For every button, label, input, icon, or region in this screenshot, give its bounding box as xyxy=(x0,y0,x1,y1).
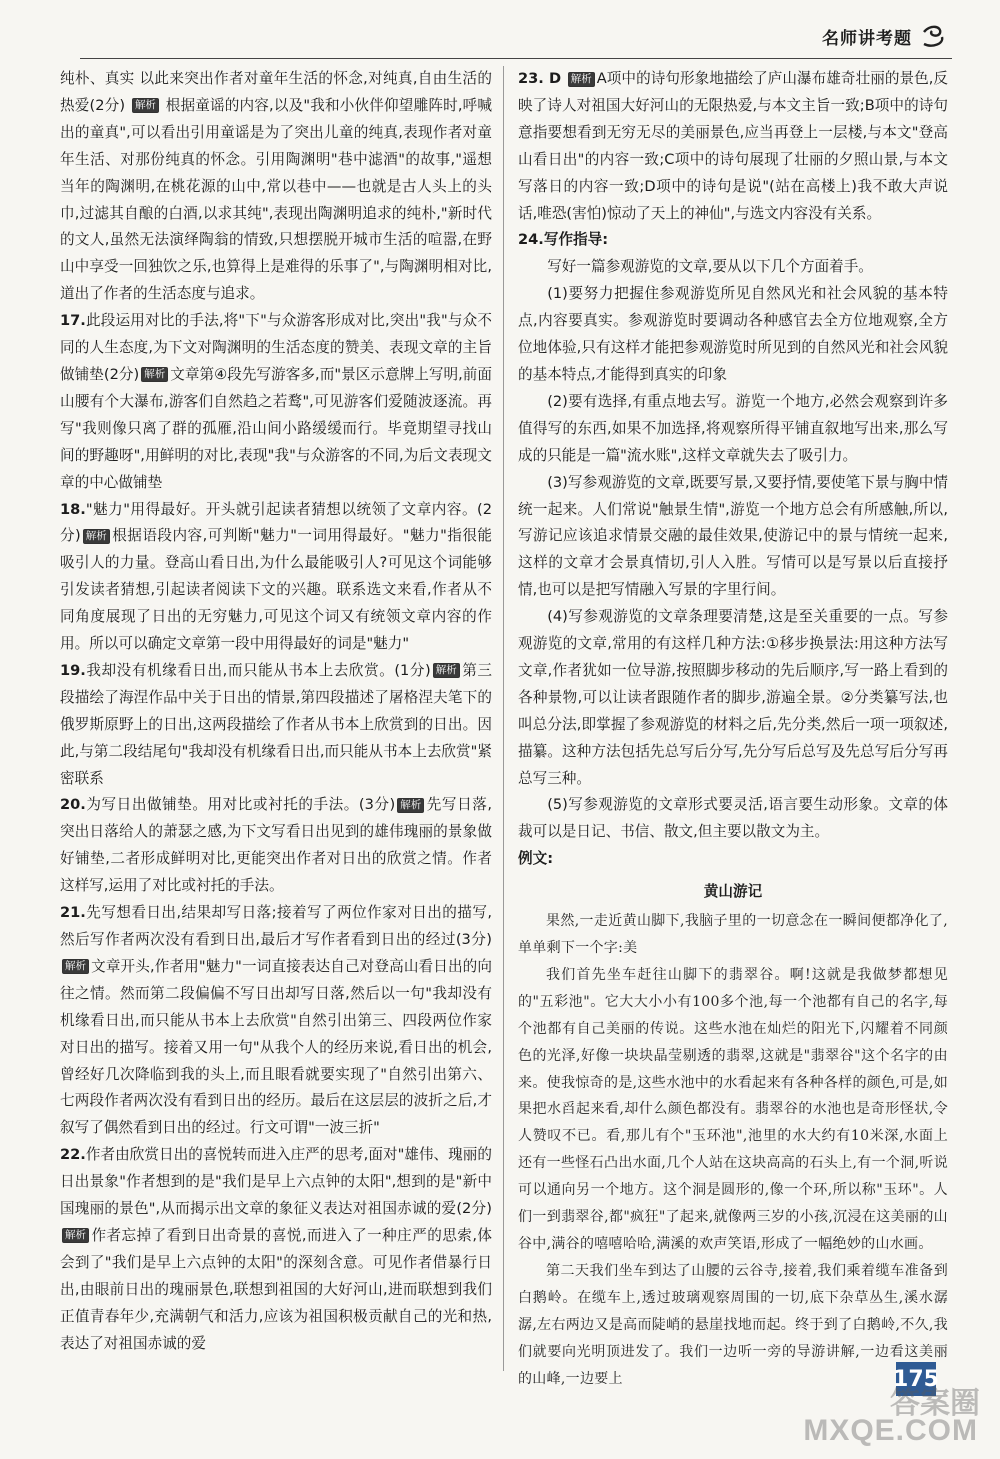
writing-guide-point: (3)写参观游览的文章,既要写景,又要抒情,要使笔下景与胸中情统一起来。人们常说"触景生情",游览一个地方总会有所感触,所以,写游记应该追求情景交融的最佳效果,使游记中的景与情统一起来,这样的文章才会景真情切,引人入胜。写情可以是写景以后直接抒情,也可以是把写情融入写景的字里行间。 xyxy=(518,473,948,599)
header-title: 名师讲考题 xyxy=(822,28,912,49)
answer-continuation xyxy=(60,66,492,308)
analysis-tag: 解析 xyxy=(62,959,89,974)
answer-text: "魅力"用得最好。开头就引起读者猜想以统领了文章内容。(2分) xyxy=(60,500,492,545)
left-column xyxy=(60,66,492,1358)
answer-number: 17. xyxy=(60,312,86,330)
watermark-logo: 答案圈 xyxy=(890,1387,980,1420)
answer-20 xyxy=(60,792,492,900)
analysis-text: 作者忘掉了看到日出奇景的喜悦,而进入了一种庄严的思索,体会到了"我们是早上六点钟的太阳"的深刻含意。可见作者借暴行日出,由眼前日出的瑰丽景色,联想到祖国的大好河山,进而联想到我们正值青春年少,充满朝气和活力,应该为祖国积极贡献自己的光和热,表达了对祖国赤诚的爱 xyxy=(60,1226,492,1352)
answer-number: 18. xyxy=(60,500,86,518)
analysis-text: 文章第④段先写游客多,而"景区示意牌上写明,前面山腰有个大瀑布,游客们自然趋之若鹜",可见游客们爱随波逐流。再写"我则像只离了群的孤雁,沿山间小路缓缓而行。毕竟期望寻找山间的野趣呀",用鲜明的对比,表现"我"与众游客的不同,为后文表现文章的中心做铺垫 xyxy=(60,365,492,491)
answer-number: 20. xyxy=(60,796,86,814)
page-header xyxy=(822,18,948,54)
answer-number: 22. xyxy=(60,1146,86,1164)
writing-guide-intro: 写好一篇参观游览的文章,要从以下几个方面着手。 xyxy=(547,258,873,276)
analysis-text: 第三段描绘了海涅作品中关于日出的情景,第四段描述了屠格涅夫笔下的俄罗斯原野上的日出,这两段描绘了作者从书本上欣赏到的日出。因此,与第二段结尾句"我却没有机缘看日出,而只能从书本上去欣赏"紧密联系 xyxy=(60,661,492,787)
column-divider xyxy=(503,66,504,1371)
answer-18 xyxy=(60,497,492,658)
answer-17 xyxy=(60,308,492,496)
essay-paragraph: 我们首先坐车赶往山脚下的翡翠谷。啊!这就是我做梦都想见的"五彩池"。它大大小小有100多个池,每一个池都有自己的名字,每个池都有自己美丽的传说。这些水池在灿烂的阳光下,闪耀着不同颜色的光泽,好像一块块晶莹剔透的翡翠,这就是"翡翠谷"这个名字的由来。使我惊奇的是,这些水池中的水看起来有各种各样的颜色,可是,如果把水舀起来看,却什么颜色都没有。翡翠谷的水池也是奇形怪状,令人赞叹不已。看,那儿有个"玉环池",池里的水大约有10米深,水面上还有一些怪石凸出水面,几个人站在这块高高的石头上,有一个洞,听说可以通向另一个地方。这个洞是圆形的,像一个环,所以称"玉环"。人们一到翡翠谷,都"疯狂"了起来,就像两三岁的小孩,沉浸在这美丽的山谷中,满谷的嘻嘻哈哈,满溪的欢声笑语,形成了一幅绝妙的山水画。 xyxy=(518,966,948,1252)
analysis-text: 文章开头,作者用"魅力"一词直接表达自己对登高山看日出的向往之情。然而第二段偏偏不写日出却写日落,然后以一句"我却没有机缘看日出,而只能从书本上去欣赏"自然引出第三、四段两位作家对日出的描写。接着又用一句"从我个人的经历来说,看日出的机会,曾经好几次降临到我的头上,而且眼看就要实现了"自然引出第六、七两段作者两次没有看到日出的经历。最后在这层层的波折之后,才叙写了偶然看到日出的经过。行文可谓"一波三折" xyxy=(60,957,492,1137)
analysis-text: 先写日落,突出日落给人的萧瑟之感,为下文写看日出见到的雄伟瑰丽的景象做好铺垫,二者形成鲜明对比,更能突出作者对日出的欣赏之情。作者这样写,运用了对比或衬托的手法。 xyxy=(60,796,492,895)
header-rule xyxy=(80,58,952,59)
page-number: 175 xyxy=(896,1362,936,1396)
answer-text: 此段运用对比的手法,将"下"与众游客形成对比,突出"我"与众不同的人生态度,为下文对陶渊明的生活态度的赞美、表现文章的主旨做铺垫(2分) xyxy=(60,312,492,383)
watermark-url: MXQE.COM xyxy=(803,1414,978,1447)
analysis-text: A项中的诗句形象地描绘了庐山瀑布雄奇壮丽的景色,反映了诗人对祖国大好河山的无限热爱,与本文主旨一致;B项中的诗句意指要想看到无穷无尽的美丽景色,应当再登上一层楼,与本文"登高山看日出"的内容一致;C项中的诗句展现了壮丽的夕照山景,与本文写落日的内容一致;D项中的诗句是说"(站在高楼上)我不敢大声说话,唯恐(害怕)惊动了天上的神仙",与选文内容没有关系。 xyxy=(518,70,948,222)
answer-21 xyxy=(60,900,492,1142)
answer-number: 19. xyxy=(60,661,86,679)
answer-text: 作者由欣赏日出的喜悦转而进入庄严的思考,面对"雄伟、瑰丽的日出景象"作者想到的是"我们是早上六点钟的太阳",想到的是"新中国瑰丽的景色",从而揭示出文章的象征义表达对祖国赤诚的爱(2分) xyxy=(60,1146,492,1218)
answer-22 xyxy=(60,1142,492,1357)
writing-guide-heading: 24.写作指导: xyxy=(518,231,609,249)
answer-text: 先写想看日出,结果却写日落;接着写了两位作家对日出的描写,然后写作者两次没有看到日出,最后才写作者看到日出的经过(3分) xyxy=(60,904,492,948)
writing-guide-point: (4)写参观游览的文章条理要清楚,这是至关重要的一点。写参观游览的文章,常用的有这样几种方法:①移步换景法:用这种方法写文章,作者犹如一位导游,按照脚步移动的先后顺序,写一路上看到的各种景物,可以让读者跟随作者的脚步,游遍全景。②分类纂写法,也叫总分法,即掌握了参观游览的材料之后,先分类,然后一项一项叙述,描纂。这种方法包括先总写后分写,先分写后总写及先总写后分写再总写三种。 xyxy=(518,608,948,787)
answer-23 xyxy=(518,66,948,227)
analysis-tag: 解析 xyxy=(433,663,460,678)
analysis-tag: 解析 xyxy=(141,367,168,382)
answer-text: 为写日出做铺垫。用对比或衬托的手法。(3分) xyxy=(85,796,396,814)
writing-guide-point: (1)要努力把握住参观游览所见自然风光和社会风貌的基本特点,内容要真实。参观游览时要调动各种感官去全方位地观察,全方位地体验,只有这样才能把参观游览时所见到的自然风光和社会风貌的基本特点,才能得到真实的印象 xyxy=(518,285,948,383)
right-column xyxy=(518,66,948,1392)
answer-number: 23. D xyxy=(518,70,562,87)
writing-guide-point: (2)要有选择,有重点地去写。游览一个地方,必然会观察到许多值得写的东西,如果不加选择,将观察所得平铺直叙地写出来,那么写成的只能是一篇"流水账",这样文章就失去了吸引力。 xyxy=(518,392,948,464)
answer-text: 我却没有机缘看日出,而只能从书本上去欣赏。(1分) xyxy=(85,661,431,679)
analysis-text: 根据童谣的内容,以及"我和小伙伴仰望雕阵时,呼喊出的童真",可以看出引用童谣是为了突出儿童的纯真,表现作者对童年生活、对那份纯真的怀念。引用陶渊明"巷中滤酒"的故事,"遥想当年的陶渊明,在桃花源的山中,常以巷中——也就是古人头上的头巾,过滤其自酿的白酒,以求其纯",表现出陶渊明追求的纯朴,"新时代的文人,虽然无法演绎陶翁的情致,只想摆脱开城市生活的喧嚣,在野山中享受一回独饮之乐,也算得上是难得的乐事了",与陶渊明相对比,道出了作者的生活态度与追求。 xyxy=(60,96,493,303)
essay-paragraph: 果然,一走近黄山脚下,我脑子里的一切意念在一瞬间便都净化了,单单剩下一个字:美 xyxy=(518,913,948,956)
analysis-tag: 解析 xyxy=(568,72,595,87)
analysis-tag: 解析 xyxy=(132,98,159,113)
swirl-logo-icon xyxy=(920,22,948,50)
essay-paragraph: 第二天我们坐车到达了山腰的云谷寺,接着,我们乘着缆车准备到白鹅岭。在缆车上,透过玻璃观察周围的一切,底下杂草丛生,溪水潺潺,左右两边又是高而陡峭的悬崖找地而起。终于到了白鹅岭,不久,我们就要向光明顶进发了。我们一边听一旁的导游讲解,一边看这美丽的山峰,一边要上 xyxy=(518,1262,948,1387)
essay-title: 黄山游记 xyxy=(703,883,763,901)
analysis-text: 根据语段内容,可判断"魅力"一词用得最好。"魅力"指很能吸引人的力量。登高山看日出,为什么最能吸引人?可见这个词能够引发读者猜想,引起读者阅读下文的兴趣。联系选文来看,作者从不同角度展现了日出的无穷魅力,可见这个词又有统领文章内容的作用。所以可以确定文章第一段中用得最好的词是"魅力" xyxy=(60,527,492,653)
writing-guide-point: (5)写参观游览的文章形式要灵活,语言要生动形象。文章的体裁可以是日记、书信、散文,但主要以散文为主。 xyxy=(518,796,948,841)
analysis-tag: 解析 xyxy=(62,1228,89,1243)
answer-text: 纯朴、真实 以此来突出作者对童年生活的怀念,对纯真,自由生活的热爱(2分) xyxy=(60,70,492,114)
analysis-tag: 解析 xyxy=(397,798,424,813)
example-label: 例文: xyxy=(518,850,554,868)
analysis-tag: 解析 xyxy=(83,529,110,544)
answer-19 xyxy=(60,658,492,793)
answer-number: 21. xyxy=(60,904,86,922)
